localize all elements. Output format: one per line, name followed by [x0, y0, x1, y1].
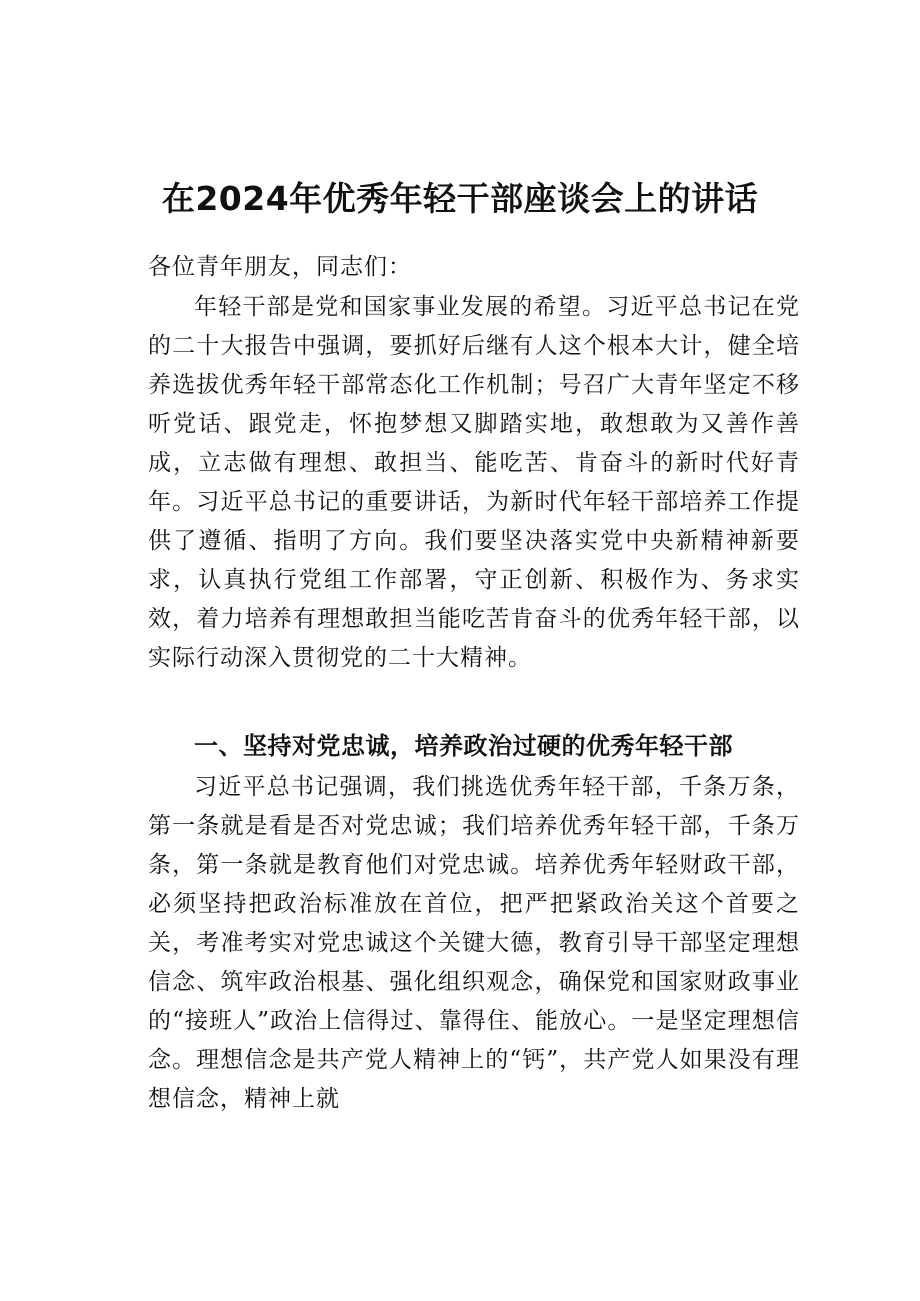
section-heading-1: 一、坚持对党忠诚，培养政治过硬的优秀年轻干部 — [194, 732, 733, 760]
salutation: 各位青年朋友，同志们： — [148, 254, 412, 280]
document-title: 在2024年优秀年轻干部座谈会上的讲话 — [161, 179, 759, 219]
paragraph-section-1: 习近平总书记强调，我们挑选优秀年轻干部，千条万条，第一条就是看是否对党忠诚；我们培养优秀年轻干部，千条万条，第一条就是教育他们对党忠诚。培养优秀年轻财政干部，必须坚持把政治标准放在首位，把严把紧政治关这个首要之关，考准考实对党忠诚这个关键大德，教育引导干部坚定理想信念、筑牢政治根基、强化组织观念，确保党和国家财政事业的“接班人”政治上信得过、靠得住、能放心。一是坚定理想信念。理想信念是共产党人精神上的“钙”，共产党人如果没有理想信念，精神上就 — [148, 774, 800, 1112]
paragraph-intro: 年轻干部是党和国家事业发展的希望。习近平总书记在党的二十大报告中强调，要抓好后继有人这个根本大计，健全培养选拔优秀年轻干部常态化工作机制；号召广大青年坚定不移听党话、跟党走，怀抱梦想又脚踏实地，敢想敢为又善作善成，立志做有理想、敢担当、能吃苦、肯奋斗的新时代好青年。习近平总书记的重要讲话，为新时代年轻干部培养工作提供了遵循、指明了方向。我们要坚决落实党中央新精神新要求，认真执行党组工作部署，守正创新、积极作为、务求实效，着力培养有理想敢担当能吃苦肯奋斗的优秀年轻干部，以实际行动深入贯彻党的二十大精神。 — [148, 294, 800, 671]
